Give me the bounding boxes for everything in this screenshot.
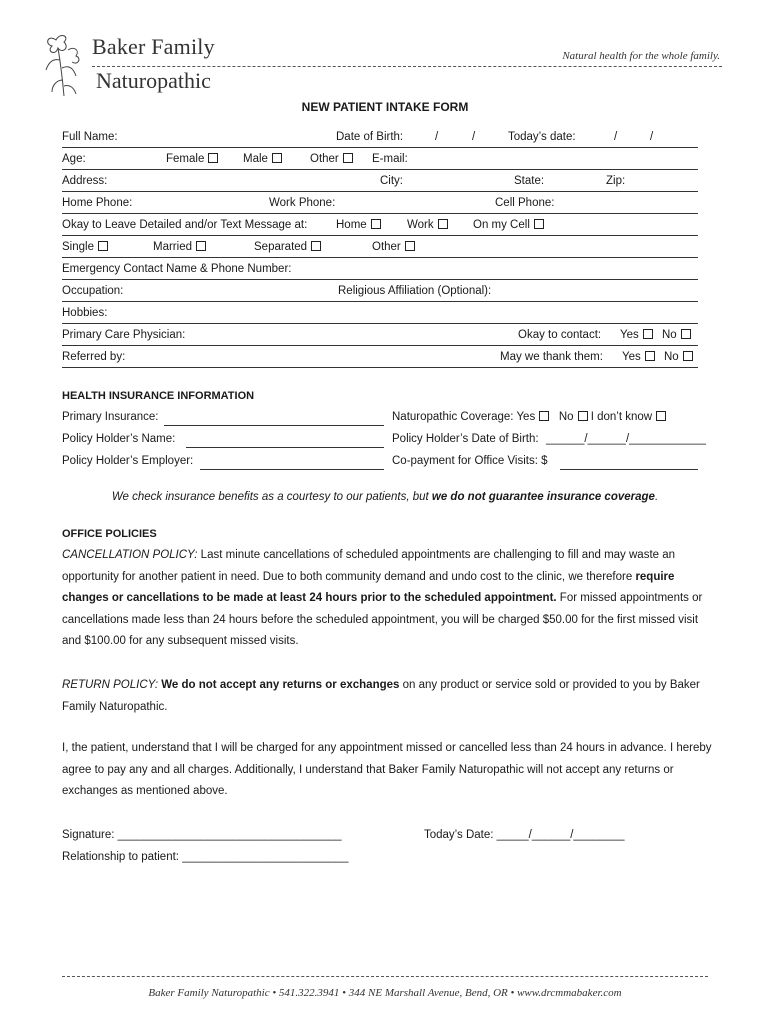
- note-plain: We check insurance benefits as a courtesy to our patients, but: [111, 491, 432, 503]
- return-policy-paragraph: [62, 675, 712, 718]
- row-referred: [62, 351, 698, 368]
- policy-holder-employer-field[interactable]: [200, 455, 384, 470]
- message-work-checkbox[interactable]: [438, 219, 448, 229]
- row-address: [62, 175, 698, 192]
- thank-yes-checkbox[interactable]: [645, 351, 655, 361]
- message-home-label: Home: [336, 219, 367, 231]
- today-slash-2: /: [650, 131, 654, 143]
- thank-no-label: No: [664, 351, 679, 363]
- office-policies-heading: OFFICE POLICIES: [62, 528, 157, 540]
- thank-no-option[interactable]: [664, 351, 693, 363]
- pcp-yes-checkbox[interactable]: [643, 329, 653, 339]
- pcp-no-option[interactable]: [662, 329, 691, 341]
- insurance-heading: HEALTH INSURANCE INFORMATION: [62, 390, 255, 402]
- cancellation-bold: require changes or cancellations to be made at least 24 hours prior to the scheduled appointment.: [62, 570, 675, 604]
- return-policy-bold: We do not accept any returns or exchanges: [158, 679, 400, 691]
- cell-phone-label[interactable]: Cell Phone:: [495, 197, 555, 209]
- brand-name-line1: Baker Family: [92, 34, 215, 59]
- thank-yes-label: Yes: [622, 351, 641, 363]
- other-gender-label: Other: [310, 153, 339, 165]
- policy-holder-name-label: Policy Holder’s Name:: [62, 433, 176, 445]
- separated-checkbox[interactable]: [311, 241, 321, 251]
- female-option[interactable]: [166, 153, 218, 165]
- insurance-courtesy-note: [0, 491, 770, 503]
- coverage-dont-know-label: I don’t know: [590, 411, 653, 423]
- footer-contact: Baker Family Naturopathic • 541.322.3941 • 344 NE Marshall Avenue, Bend, OR • www.drcmmabaker.com: [148, 987, 622, 999]
- return-policy-text: on any product or service sold or provided to you by Baker Family Naturopathic.: [62, 679, 700, 713]
- married-checkbox[interactable]: [196, 241, 206, 251]
- copay-label: Co-payment for Office Visits: $: [392, 455, 548, 467]
- primary-insurance-label: Primary Insurance:: [62, 411, 159, 423]
- zip-label[interactable]: Zip:: [606, 175, 626, 187]
- tagline: Natural health for the whole family.: [562, 50, 720, 62]
- row-hobbies: [62, 307, 698, 324]
- pcp-label[interactable]: Primary Care Physician:: [62, 329, 186, 341]
- row-phones: [62, 197, 698, 214]
- city-label[interactable]: City:: [380, 175, 403, 187]
- signature-date-field[interactable]: Today’s Date: _____/______/________: [424, 829, 625, 841]
- policy-holder-name-field[interactable]: [186, 433, 384, 448]
- pcp-no-label: No: [662, 329, 677, 341]
- signature-field[interactable]: Signature: ___________________________________: [62, 829, 342, 841]
- dob-label[interactable]: Date of Birth:: [336, 131, 404, 143]
- form-title: NEW PATIENT INTAKE FORM: [301, 100, 469, 114]
- primary-insurance-field[interactable]: [164, 411, 384, 426]
- married-option[interactable]: [153, 241, 206, 253]
- male-option[interactable]: [243, 153, 282, 165]
- full-name-label[interactable]: Full Name:: [62, 131, 118, 143]
- row-occupation: [62, 285, 698, 302]
- other-gender-option[interactable]: [310, 153, 353, 165]
- copay-field[interactable]: [560, 455, 698, 470]
- message-home-option[interactable]: [336, 219, 381, 231]
- coverage-yes-checkbox[interactable]: [539, 411, 549, 421]
- cancellation-text-1: Last minute cancellations of scheduled appointments are challenging to fill and may waste an opportunity for another patient in need. Due to both community demand and undo cost to the clinic, we therefore: [62, 549, 676, 583]
- other-marital-label: Other: [372, 241, 401, 253]
- other-marital-option[interactable]: [372, 241, 415, 253]
- coverage-no-label: No: [558, 411, 574, 423]
- email-label[interactable]: E-mail:: [372, 153, 408, 165]
- other-marital-checkbox[interactable]: [405, 241, 415, 251]
- other-gender-checkbox[interactable]: [343, 153, 353, 163]
- policy-holder-dob-field[interactable]: ______/______/____________: [546, 433, 706, 445]
- referred-by-label[interactable]: Referred by:: [62, 351, 126, 363]
- flower-logo-icon: [42, 30, 88, 100]
- hobbies-label[interactable]: Hobbies:: [62, 307, 108, 319]
- row-message-consent: [62, 219, 698, 236]
- male-label: Male: [243, 153, 268, 165]
- footer-divider: [62, 976, 708, 977]
- naturopathic-coverage-yes-label: Naturopathic Coverage: Yes: [392, 411, 536, 423]
- message-home-checkbox[interactable]: [371, 219, 381, 229]
- okay-leave-message-label: Okay to Leave Detailed and/or Text Message at:: [62, 219, 308, 231]
- policy-holder-employer-label: Policy Holder’s Employer:: [62, 455, 194, 467]
- today-slash-1: /: [614, 131, 618, 143]
- dob-slash-2: /: [472, 131, 476, 143]
- message-cell-label: On my Cell: [473, 219, 530, 231]
- todays-date-label[interactable]: Today’s date:: [508, 131, 576, 143]
- thank-yes-option[interactable]: [622, 351, 655, 363]
- cancellation-policy-label: CANCELLATION POLICY:: [62, 549, 198, 561]
- message-cell-checkbox[interactable]: [534, 219, 544, 229]
- pcp-yes-label: Yes: [620, 329, 639, 341]
- religious-affiliation-label[interactable]: Religious Affiliation (Optional):: [338, 285, 492, 297]
- coverage-dont-know-checkbox[interactable]: [656, 411, 666, 421]
- note-end: .: [654, 491, 659, 503]
- row-pcp: [62, 329, 698, 346]
- cancellation-policy-paragraph: [62, 545, 712, 653]
- state-label[interactable]: State:: [514, 175, 545, 187]
- age-label[interactable]: Age:: [62, 153, 86, 165]
- single-checkbox[interactable]: [98, 241, 108, 251]
- cancellation-text-2: For missed appointments or cancellations made less than 24 hours before the scheduled appointment, you will be charged $50.00 for the first missed visit and $100.00 for any subsequent missed visits.: [62, 592, 703, 647]
- row-age-gender-email: [62, 153, 698, 170]
- female-label: Female: [166, 153, 205, 165]
- row-marital-status: [62, 241, 698, 258]
- thank-no-checkbox[interactable]: [683, 351, 693, 361]
- row-name-dob: [62, 131, 698, 148]
- message-work-label: Work: [407, 219, 434, 231]
- address-label[interactable]: Address:: [62, 175, 108, 187]
- separated-label: Separated: [254, 241, 308, 253]
- occupation-label[interactable]: Occupation:: [62, 285, 124, 297]
- work-phone-label[interactable]: Work Phone:: [269, 197, 336, 209]
- header-divider: [92, 66, 722, 67]
- return-policy-label: RETURN POLICY:: [62, 679, 159, 691]
- single-label: Single: [62, 241, 94, 253]
- married-label: Married: [153, 241, 192, 253]
- coverage-no-checkbox[interactable]: [578, 411, 588, 421]
- male-checkbox[interactable]: [272, 153, 282, 163]
- female-checkbox[interactable]: [208, 153, 218, 163]
- separated-option[interactable]: [254, 241, 321, 253]
- row-emergency: [62, 263, 698, 280]
- home-phone-label[interactable]: Home Phone:: [62, 197, 133, 209]
- naturopathic-coverage-group: [392, 411, 666, 423]
- message-cell-option[interactable]: [473, 219, 544, 231]
- may-thank-label: May we thank them:: [500, 351, 603, 363]
- policy-holder-dob-label: Policy Holder’s Date of Birth:: [392, 433, 539, 445]
- single-option[interactable]: [62, 241, 108, 253]
- pcp-no-checkbox[interactable]: [681, 329, 691, 339]
- note-bold: we do not guarantee insurance coverage: [431, 491, 655, 503]
- agreement-paragraph: I, the patient, understand that I will be charged for any appointment missed or cancelled less than 24 hours in advance. I hereby agree to pay any and all charges. Additionally, I understand that Baker Family Naturopathic will not accept any returns or exchanges as mentioned above.: [62, 742, 712, 797]
- emergency-contact-label[interactable]: Emergency Contact Name & Phone Number:: [62, 263, 292, 275]
- okay-contact-label: Okay to contact:: [518, 329, 602, 341]
- message-work-option[interactable]: [407, 219, 448, 231]
- brand-name-line2: Naturopathic: [96, 68, 211, 93]
- pcp-yes-option[interactable]: [620, 329, 653, 341]
- dob-slash-1: /: [435, 131, 439, 143]
- relationship-field[interactable]: Relationship to patient: __________________________: [62, 851, 349, 863]
